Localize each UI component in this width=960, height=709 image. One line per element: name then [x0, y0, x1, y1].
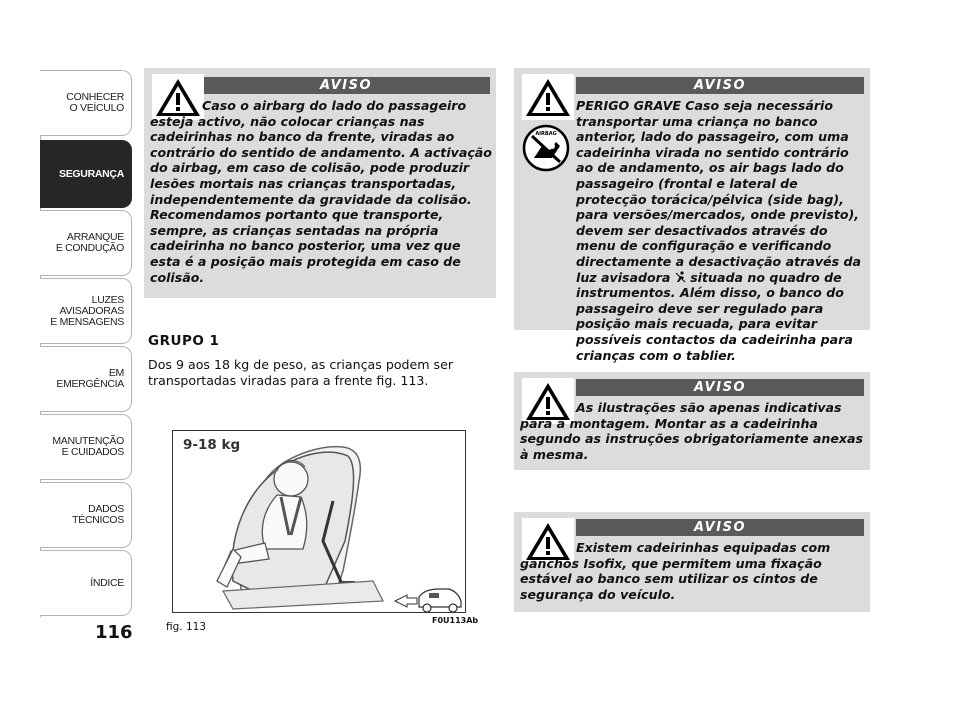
warning-text: [520, 98, 866, 363]
warning-text-tail: situada no quadro de instrumentos. Além disso, o banco do passageiro deve ser regulado para posição mais recuada, para evitar possíveis contactos da cadeirinha para crianças com o tablier.: [576, 269, 853, 363]
warning-text: Caso o airbarg do lado do passageiro esteja activo, não colocar crianças nas cadeirinhas no banco da frente, viradas ao contrário do sentido de andamento. A activação do airbag, em caso de colisão, pode produzir lesões mortais nas crianças transportadas, independentemente da gravidade da colisão. Recomendamos portanto que transporte, sempre, as crianças sentadas na própria cadeirinha no banco posterior, uma vez que esta é a posição mais protegida em caso de colisão.: [150, 98, 492, 285]
section-title: GRUPO 1: [148, 333, 220, 349]
tab-seguranca[interactable]: SEGURANÇA: [40, 140, 132, 208]
airbag-badge-text: AIRBAG: [535, 131, 557, 137]
child-seat-illustration: [173, 431, 465, 612]
tab-conhecer-o-veiculo[interactable]: CONHECER O VEÍCULO: [40, 70, 132, 136]
page-number: 116: [95, 622, 133, 643]
warning-box-serious-danger: [514, 68, 870, 363]
figure-caption: fig. 113: [166, 621, 206, 633]
tab-manutencao-e-cuidados[interactable]: MANUTENÇÃO E CUIDADOS: [40, 414, 132, 480]
warning-text: As ilustrações são apenas indicativas para a montagem. Montar as a cadeirinha segundo as instruções obrigatoriamente anexas à mesma.: [520, 400, 864, 462]
airbag-off-lamp-icon: [675, 271, 686, 283]
tab-indice[interactable]: ÍNDICE: [40, 550, 132, 616]
figure-code: F0U113Ab: [432, 616, 479, 625]
warning-title-bar: AVISO: [576, 379, 864, 396]
warning-box-illustrations: [514, 372, 870, 470]
section-body: Dos 9 aos 18 kg de peso, as crianças podem ser transportadas viradas para a frente fig. 113.: [148, 357, 454, 388]
tab-em-emergencia[interactable]: EM EMERGÊNCIA: [40, 346, 132, 412]
tab-luzes-avisadoras[interactable]: LUZES AVISADORAS E MENSAGENS: [40, 278, 132, 344]
figure-113: [172, 430, 466, 613]
warning-box-isofix: [514, 512, 870, 612]
warning-title-bar: AVISO: [576, 519, 864, 536]
tab-arranque-e-conducao[interactable]: ARRANQUE E CONDUÇÃO: [40, 210, 132, 276]
warning-box-airbag-active: [144, 68, 496, 298]
warning-text-main: PERIGO GRAVE Caso seja necessário transportar uma criança no banco anterior, lado do passageiro, com uma cadeirinha virada no sentido contrário ao de andamento, os air bags lado do passageiro (frontal e lateral de protecção torácica/pélvica (side bag), para versões/mercados, onde previsto), devem ser desactivados através do menu de configuração e verificando directamente a desactivação através da luz avisadora: [576, 98, 861, 285]
warning-title-bar: AVISO: [202, 77, 490, 94]
figure-weight-label: 9-18 kg: [183, 437, 241, 453]
warning-title-bar: AVISO: [576, 77, 864, 94]
tab-dados-tecnicos[interactable]: DADOS TÉCNICOS: [40, 482, 132, 548]
warning-text: Existem cadeirinhas equipadas com ganchos Isofix, que permitem uma fixação estável ao banco sem utilizar os cintos de segurança do veículo.: [520, 540, 831, 602]
